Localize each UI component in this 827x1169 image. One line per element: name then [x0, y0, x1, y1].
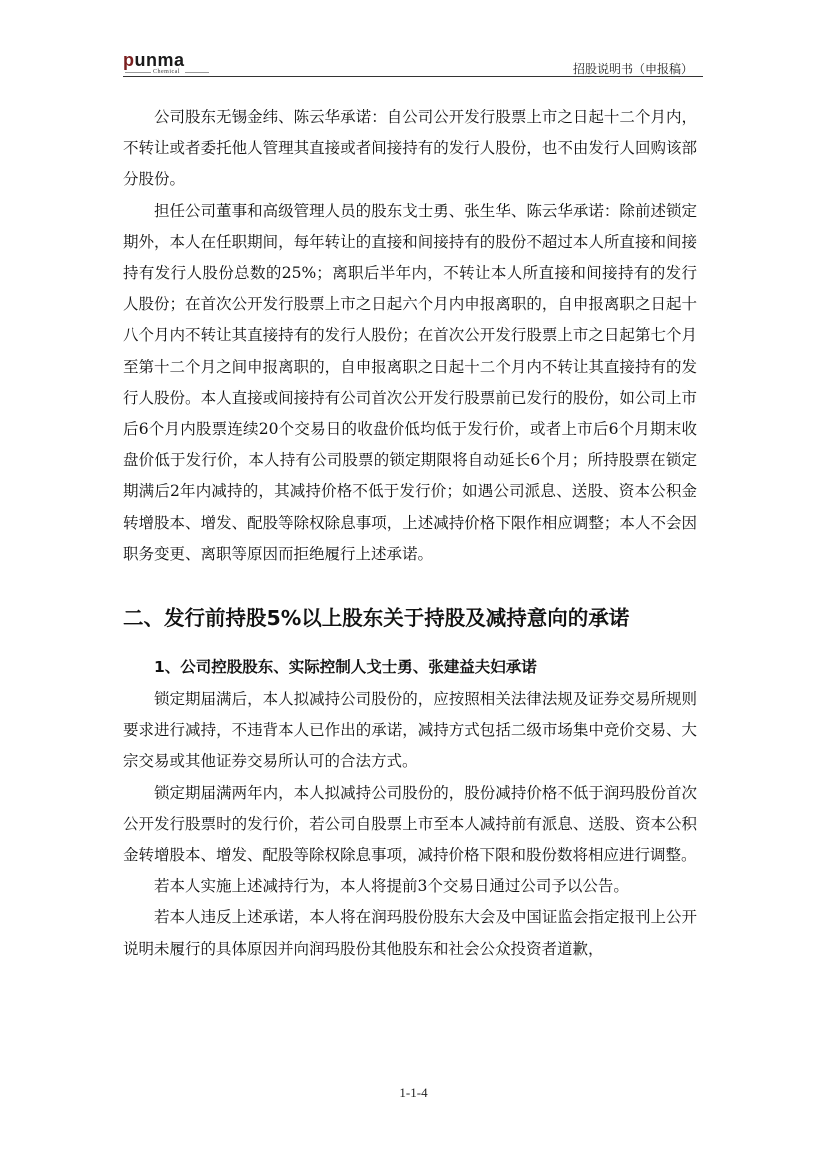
page-header — [123, 50, 703, 76]
page-content — [123, 102, 697, 965]
logo-divider-left — [125, 72, 151, 73]
paragraph-reduction-method: 锁定期届满后，本人拟减持公司股份的，应按照相关法律法规及证券交易所规则要求进行减持，不违背本人已作出的承诺，减持方式包括二级市场集中竞价交易、大宗交易或其他证券交易所认可的合法方式。 — [123, 690, 697, 771]
logo-text: punma — [123, 50, 185, 70]
logo-subtitle: Chemical — [153, 69, 180, 75]
section-heading: 二、发行前持股5%以上股东关于持股及减持意向的承诺 — [123, 606, 630, 631]
subsection-heading: 1、公司控股股东、实际控制人戈士勇、张建益夫妇承诺 — [154, 658, 537, 677]
logo-divider-right — [185, 72, 209, 73]
paragraph-shareholder-lockup: 公司股东无锡金纬、陈云华承诺：自公司公开发行股票上市之日起十二个月内，不转让或者委托他人管理其直接或者间接持有的发行人股份，也不由发行人回购该部分股份。 — [123, 108, 697, 189]
header-rule — [123, 76, 703, 77]
paragraph-violation: 若本人违反上述承诺，本人将在润玛股份股东大会及中国证监会指定报刊上公开说明未履行的具体原因并向润玛股份其他股东和社会公众投资者道歉， — [123, 908, 697, 958]
page-number: 1-1-4 — [399, 1085, 428, 1100]
paragraph-director-commitment: 担任公司董事和高级管理人员的股东戈士勇、张生华、陈云华承诺：除前述锁定期外，本人在任职期间，每年转让的直接和间接持有的股份不超过本人所直接和间接持有发行人股份总数的25%；离职后半年内，不转让本人所直接和间接持有的发行人股份；在首次公开发行股票上市之日起六个月内申报离职的，自申报离职之日起十八个月内不转让其直接持有的发行人股份；在首次公开发行股票上市之日起第七个月至第十二个月之间申报离职的，自申报离职之日起十二个月内不转让其直接持有的发行人股份。本人直接或间接持有公司首次公开发行股票前已发行的股份，如公司上市后6个月内股票连续20个交易日的收盘价低均低于发行价，或者上市后6个月期末收盘价低于发行价，本人持有公司股票的锁定期限将自动延长6个月；所持股票在锁定期满后2年内减持的，其减持价格不低于发行价；如遇公司派息、送股、资本公积金转增股本、增发、配股等除权除息事项，上述减持价格下限作相应调整；本人不会因职务变更、离职等原因而拒绝履行上述承诺。 — [123, 201, 697, 563]
document-title: 招股说明书（申报稿） — [572, 62, 693, 76]
paragraph-announcement: 若本人实施上述减持行为，本人将提前3个交易日通过公司予以公告。 — [154, 877, 629, 896]
paragraph-reduction-price: 锁定期届满两年内，本人拟减持公司股份的，股份减持价格不低于润玛股份首次公开发行股票时的发行价，若公司自股票上市至本人减持前有派息、送股、资本公积金转增股本、增发、配股等除权除息事项，减持价格下限和股份数将相应进行调整。 — [123, 783, 697, 865]
